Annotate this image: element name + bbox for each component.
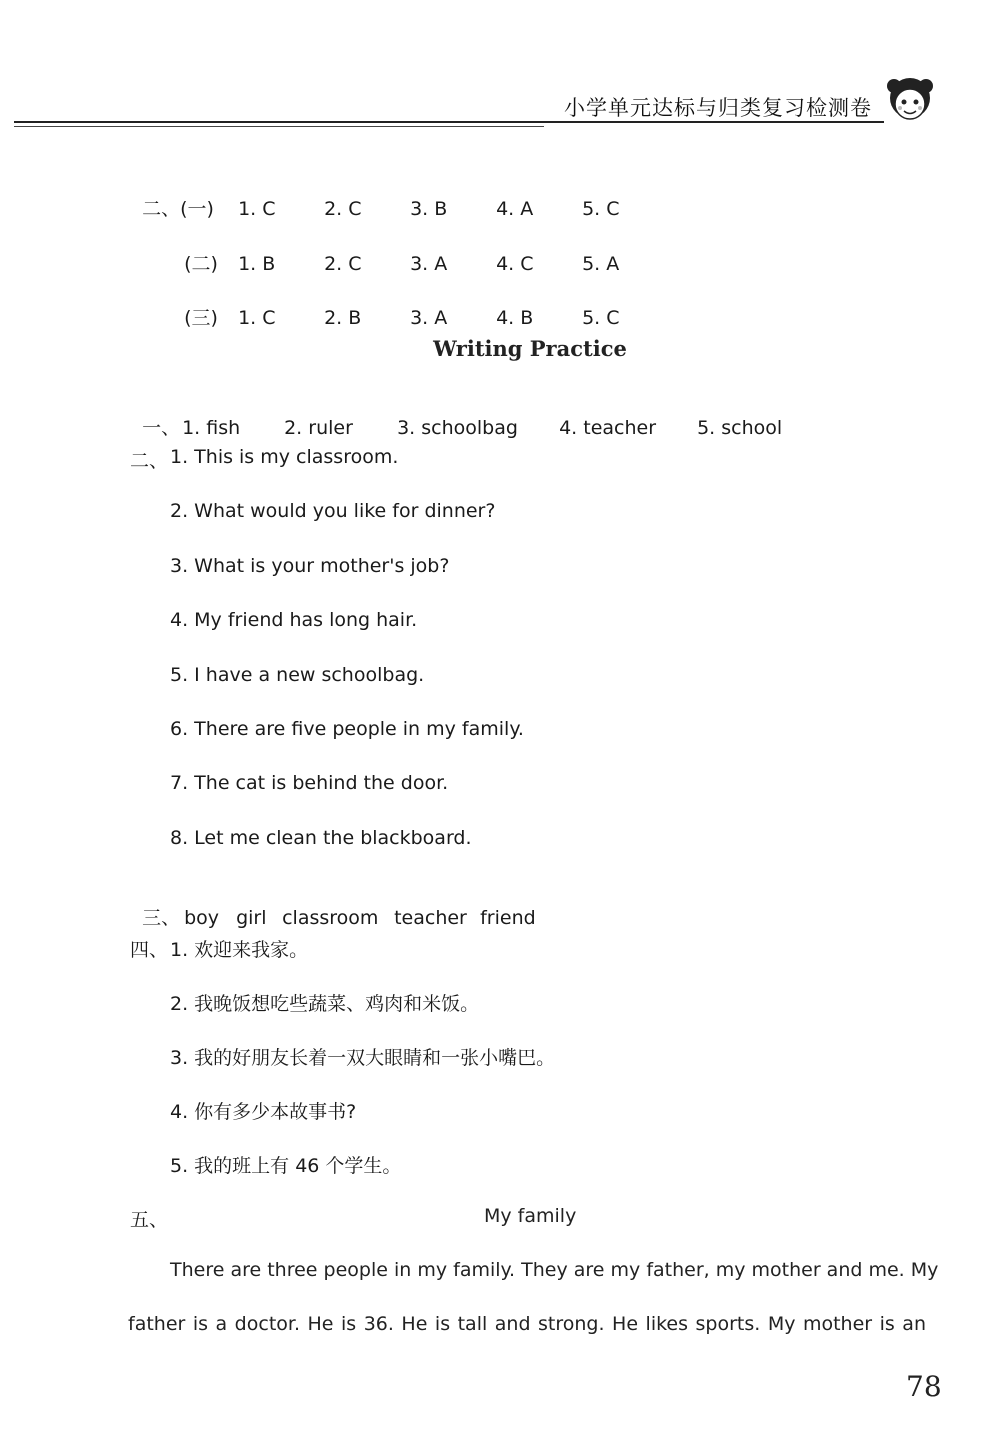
part1-row — [130, 391, 807, 440]
part3-row — [130, 881, 550, 930]
answer-item: 3. B — [410, 198, 448, 220]
sentence-item: 7. The cat is behind the door. — [170, 772, 449, 794]
part-prefix: 三、 — [142, 907, 181, 929]
answer-row-prefix: (二) — [184, 253, 218, 275]
essay-line: There are three people in my family. They are my father, my mother and me. My — [170, 1259, 939, 1281]
section-title: Writing Practice — [433, 336, 627, 361]
answer-row-2 — [172, 227, 668, 276]
word-item: 2. ruler — [284, 417, 353, 439]
word-item: teacher — [394, 907, 467, 929]
part2-prefix: 二、 — [130, 450, 169, 472]
answer-item: 4. A — [496, 198, 534, 220]
answer-row-3 — [172, 281, 668, 330]
word-item: girl — [236, 907, 267, 929]
answer-item: 4. B — [496, 307, 534, 329]
mascot-girl-icon — [880, 72, 940, 132]
translation-item: 1. 欢迎来我家。 — [170, 939, 309, 961]
translation-item: 5. 我的班上有 46 个学生。 — [170, 1155, 402, 1177]
answer-item: 3. A — [410, 253, 448, 275]
answer-item: 2. B — [324, 307, 362, 329]
translation-item: 3. 我的好朋友长着一双大眼睛和一张小嘴巴。 — [170, 1047, 556, 1069]
part4-prefix: 四、 — [130, 939, 169, 961]
answer-item: 1. B — [238, 253, 276, 275]
word-item: boy — [184, 907, 220, 929]
word-item: 5. school — [697, 417, 783, 439]
answer-item: 5. A — [582, 253, 620, 275]
sentence-item: 2. What would you like for dinner? — [170, 500, 496, 522]
header-rule-thin — [14, 126, 544, 127]
answer-item: 1. C — [238, 307, 276, 329]
answer-row-prefix: (三) — [184, 307, 218, 329]
sentence-item: 1. This is my classroom. — [170, 446, 399, 468]
header-rule — [14, 121, 884, 123]
sentence-item: 8. Let me clean the blackboard. — [170, 827, 472, 849]
sentence-item: 4. My friend has long hair. — [170, 609, 418, 631]
word-item: 3. schoolbag — [397, 417, 518, 439]
header-title: 小学单元达标与归类复习检测卷 — [564, 96, 872, 120]
page-number: 78 — [906, 1370, 942, 1403]
answer-row-1 — [130, 172, 668, 221]
word-item: friend — [480, 907, 536, 929]
answer-item: 3. A — [410, 307, 448, 329]
answer-item: 2. C — [324, 198, 362, 220]
word-item: 1. fish — [182, 417, 241, 439]
part5-prefix: 五、 — [130, 1209, 169, 1231]
essay-title: My family — [484, 1205, 577, 1227]
essay-line: father is a doctor. He is 36. He is tall and strong. He likes sports. My mother is an — [128, 1313, 926, 1335]
part-prefix: 一、 — [142, 417, 181, 439]
word-item: 4. teacher — [559, 417, 657, 439]
sentence-item: 6. There are five people in my family. — [170, 718, 524, 740]
translation-item: 2. 我晚饭想吃些蔬菜、鸡肉和米饭。 — [170, 993, 480, 1015]
word-item: classroom — [282, 907, 379, 929]
sentence-item: 3. What is your mother's job? — [170, 555, 450, 577]
answer-item: 4. C — [496, 253, 534, 275]
answer-row-prefix: 二、(一) — [142, 198, 214, 220]
answer-item: 5. C — [582, 198, 620, 220]
sentence-item: 5. I have a new schoolbag. — [170, 664, 425, 686]
answer-item: 5. C — [582, 307, 620, 329]
answer-item: 1. C — [238, 198, 276, 220]
answer-item: 2. C — [324, 253, 362, 275]
translation-item: 4. 你有多少本故事书? — [170, 1101, 357, 1123]
